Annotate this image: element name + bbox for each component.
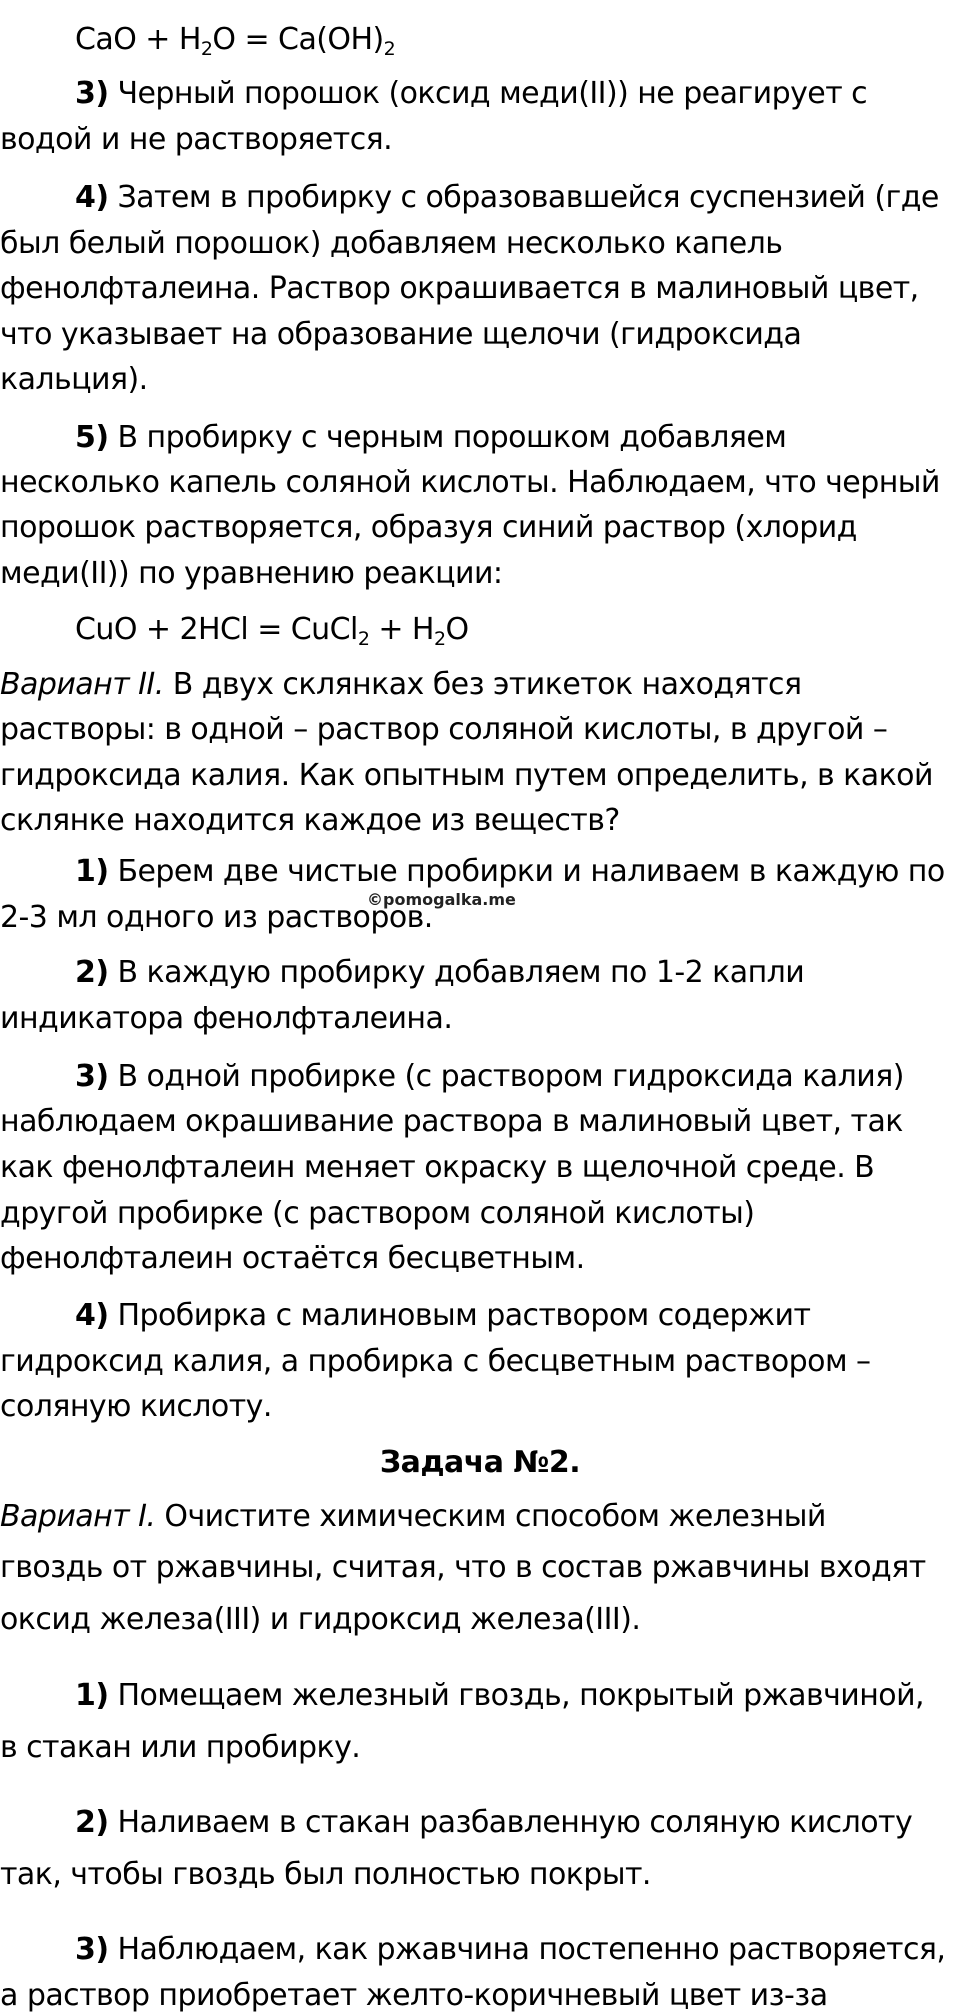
v2-step-2-line-2: индикатора фенолфталеина. xyxy=(0,1001,453,1036)
step-4-line-3: фенолфталеина. Раствор окрашивается в малиновый цвет, xyxy=(0,271,919,306)
t2-step-2-line-2: так, чтобы гвоздь был полностью покрыт. xyxy=(0,1857,651,1892)
v2-step-4-line-3: соляную кислоту. xyxy=(0,1389,272,1424)
step-4-line-5: кальция). xyxy=(0,362,148,397)
v2-step-3-line-1 xyxy=(75,1059,904,1094)
task-2-heading: Задача №2. xyxy=(379,1445,581,1480)
v2-step-1-line-1 xyxy=(75,854,945,889)
step-number: 3) xyxy=(75,76,109,111)
step-text: Берем две чистые пробирки и наливаем в каждую по xyxy=(108,854,945,889)
v2-step-3-line-5: фенолфталеин остаётся бесцветным. xyxy=(0,1241,585,1276)
equation-text: + H xyxy=(369,612,434,647)
variant-2-line-4: склянке находится каждое из веществ? xyxy=(0,803,620,838)
t2-step-1-line-2: в стакан или пробирку. xyxy=(0,1730,361,1765)
step-text: Пробирка с малиновым раствором содержит xyxy=(108,1298,811,1333)
step-number: 2) xyxy=(75,955,109,990)
t2-step-1-line-1 xyxy=(75,1678,925,1713)
step-text: В одной пробирке (с раствором гидроксида калия) xyxy=(108,1059,904,1094)
step-number: 1) xyxy=(75,854,109,889)
variant-1-line-3: оксид железа(III) и гидроксид железа(III). xyxy=(0,1602,641,1637)
step-number: 2) xyxy=(75,1805,109,1840)
step-3-line-2: водой и не растворяется. xyxy=(0,122,393,157)
t2-step-2-line-1 xyxy=(75,1805,913,1840)
step-5-line-4: меди(II)) по уравнению реакции: xyxy=(0,556,503,591)
v2-step-3-line-2: наблюдаем окрашивание раствора в малиновый цвет, так xyxy=(0,1104,903,1139)
subscript: 2 xyxy=(357,628,370,650)
variant-2-line-2: растворы: в одной – раствор соляной кислоты, в другой – xyxy=(0,712,888,747)
equation-text: O xyxy=(445,612,469,647)
subscript: 2 xyxy=(433,628,446,650)
step-4-line-2: был белый порошок) добавляем несколько капель xyxy=(0,226,783,261)
v2-step-4-line-2: гидроксид калия, а пробирка с бесцветным раствором – xyxy=(0,1344,871,1379)
step-text: Наливаем в стакан разбавленную соляную кислоту xyxy=(108,1805,913,1840)
t2-step-3-line-2: а раствор приобретает желто-коричневый цвет из-за xyxy=(0,1978,828,2013)
step-5-line-3: порошок растворяется, образуя синий раствор (хлорид xyxy=(0,510,857,545)
variant-1-line-1 xyxy=(0,1499,826,1534)
step-number: 4) xyxy=(75,1298,109,1333)
step-number: 5) xyxy=(75,420,109,455)
step-text: Затем в пробирку с образовавшейся суспензией (где xyxy=(108,180,939,215)
equation-cao-water xyxy=(75,22,396,60)
step-number: 3) xyxy=(75,1932,109,1967)
v2-step-2-line-1 xyxy=(75,955,805,990)
variant-label: Вариант II. xyxy=(0,667,164,702)
step-text: В каждую пробирку добавляем по 1-2 капли xyxy=(108,955,805,990)
subscript: 2 xyxy=(383,38,396,60)
variant-text: В двух склянках без этикеток находятся xyxy=(163,667,802,702)
step-3-line-1 xyxy=(75,76,868,111)
equation-text: CaO + H xyxy=(75,22,201,57)
step-text: В пробирку с черным порошком добавляем xyxy=(108,420,787,455)
step-4-line-4: что указывает на образование щелочи (гидроксида xyxy=(0,317,802,352)
step-number: 4) xyxy=(75,180,109,215)
variant-text: Очистите химическим способом железный xyxy=(155,1499,826,1534)
v2-step-1-line-2: 2-3 мл одного из растворов. xyxy=(0,900,433,935)
subscript: 2 xyxy=(200,38,213,60)
step-text: Наблюдаем, как ржавчина постепенно растворяется, xyxy=(108,1932,946,1967)
step-number: 1) xyxy=(75,1678,109,1713)
v2-step-3-line-3: как фенолфталеин меняет окраску в щелочной среде. В xyxy=(0,1150,875,1185)
equation-cuo-hcl xyxy=(75,612,469,650)
equation-text: CuO + 2HCl = CuCl xyxy=(75,612,358,647)
step-text: Помещаем железный гвоздь, покрытый ржавчиной, xyxy=(108,1678,925,1713)
equation-text: O = Ca(OH) xyxy=(212,22,384,57)
variant-2-line-1 xyxy=(0,667,802,702)
watermark: ©pomogalka.me xyxy=(367,890,516,909)
v2-step-3-line-4: другой пробирке (с раствором соляной кислоты) xyxy=(0,1196,755,1231)
variant-1-line-2: гвоздь от ржавчины, считая, что в состав ржавчины входят xyxy=(0,1550,926,1585)
variant-label: Вариант I. xyxy=(0,1499,156,1534)
step-5-line-1 xyxy=(75,420,787,455)
variant-2-line-3: гидроксида калия. Как опытным путем определить, в какой xyxy=(0,758,933,793)
step-text: Черный порошок (оксид меди(II)) не реагирует с xyxy=(108,76,868,111)
t2-step-3-line-1 xyxy=(75,1932,946,1967)
step-5-line-2: несколько капель соляной кислоты. Наблюдаем, что черный xyxy=(0,465,940,500)
v2-step-4-line-1 xyxy=(75,1298,811,1333)
step-4-line-1 xyxy=(75,180,939,215)
step-number: 3) xyxy=(75,1059,109,1094)
